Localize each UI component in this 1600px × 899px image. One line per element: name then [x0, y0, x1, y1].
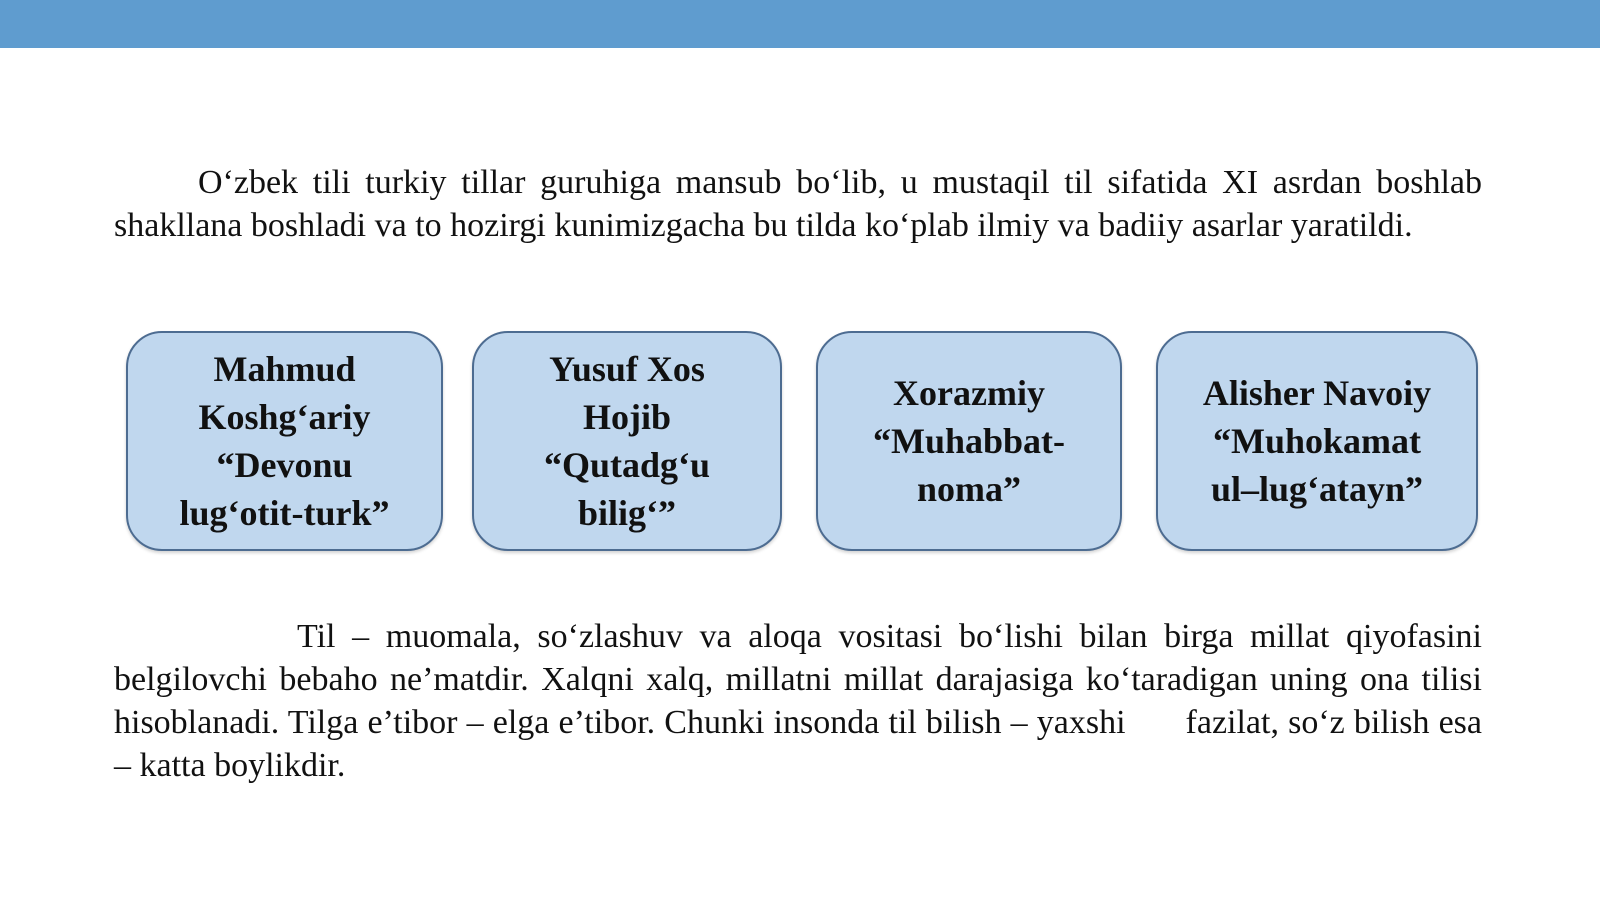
card-line: Mahmud: [213, 349, 356, 389]
card-line: bilig‘”: [577, 493, 676, 533]
card-line: “Muhokamat: [1212, 421, 1422, 461]
card-line: “Qutadg‘u: [543, 445, 711, 485]
closing-paragraph-text-2: fazilat, so‘z bilish esa – katta boylikdir.: [114, 704, 1482, 784]
card-line: ul–lug‘atayn”: [1210, 469, 1424, 509]
closing-paragraph: [114, 615, 1482, 787]
card-yusuf-xos-hojib: [472, 331, 782, 551]
card-line: lug‘otit-turk”: [179, 493, 390, 533]
card-line: Alisher Navoiy: [1202, 373, 1432, 413]
card-line: “Muhabbat-: [872, 421, 1066, 461]
card-alisher-navoiy: [1156, 331, 1478, 551]
card-mahmud-koshgariy: [126, 331, 443, 551]
card-line: Yusuf Xos: [549, 349, 705, 389]
intro-paragraph: O‘zbek tili turkiy tillar guruhiga mansub bo‘lib, u mustaqil til sifatida XI asrdan boshlab shakllana boshladi va to hozirgi kunimizgacha bu tilda ko‘plab ilmiy va badiiy asarlar yaratildi.: [114, 164, 1482, 244]
card-line: “Devonu: [216, 445, 353, 485]
closing-paragraph-text-1: Til – muomala, so‘zlashuv va aloqa vositasi bo‘lishi bilan birga millat qiyofasini belgilovchi bebaho ne’matdir. Xalqni xalq, millatni millat darajasiga ko‘taradigan uning ona tilisi hisoblanadi. Tilga e’tibor – elga e’tibor. Chunki insonda til bilish – yaxshi: [114, 618, 1482, 741]
card-line: Hojib: [582, 397, 671, 437]
card-line: noma”: [916, 469, 1021, 509]
card-line: Koshg‘ariy: [198, 397, 371, 437]
header-bar: [0, 0, 1600, 48]
card-xorazmiy: [816, 331, 1122, 551]
card-line: Xorazmiy: [893, 373, 1045, 413]
